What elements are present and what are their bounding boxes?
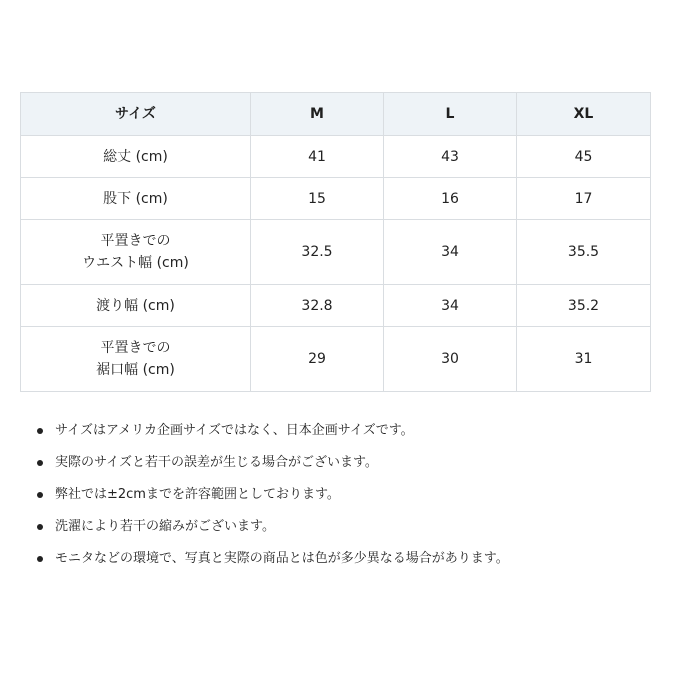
table-row-hem-width: [21, 327, 651, 392]
row-label-line: 渡り幅 (cm): [96, 297, 175, 314]
row-label-line: 平置きでの: [100, 340, 171, 356]
list-item: [20, 416, 660, 448]
note-text: 弊社では±2cmまでを許容範囲としております。: [55, 487, 340, 502]
bullet-icon: [37, 460, 43, 466]
cell-l: 30: [384, 327, 517, 392]
bullet-icon: [37, 428, 43, 434]
header-size: サイズ: [21, 93, 251, 136]
list-item: [20, 480, 660, 512]
row-label: [21, 327, 251, 392]
cell-l: 34: [384, 285, 517, 327]
cell-l: 43: [384, 136, 517, 178]
cell-xl: 45: [517, 136, 651, 178]
cell-xl: 17: [517, 178, 651, 220]
table-row-total-length: [21, 136, 651, 178]
cell-xl: 35.2: [517, 285, 651, 327]
header-l: L: [384, 93, 517, 136]
table-header-row: [21, 93, 651, 136]
row-label: [21, 220, 251, 285]
row-label: [21, 178, 251, 220]
cell-xl: 31: [517, 327, 651, 392]
header-xl: XL: [517, 93, 651, 136]
list-item: [20, 512, 660, 544]
note-text: 実際のサイズと若干の誤差が生じる場合がございます。: [55, 455, 378, 470]
table-row-thigh-width: [21, 285, 651, 327]
bullet-icon: [37, 492, 43, 498]
row-label-line: 裾口幅 (cm): [96, 362, 175, 378]
notes-list: [20, 416, 660, 576]
note-text: モニタなどの環境で、写真と実際の商品とは色が多少異なる場合があります。: [55, 551, 509, 566]
list-item: [20, 544, 660, 576]
table-row-inseam: [21, 178, 651, 220]
cell-m: 32.8: [251, 285, 384, 327]
cell-m: 29: [251, 327, 384, 392]
bullet-icon: [37, 556, 43, 562]
size-table: [20, 92, 651, 392]
bullet-icon: [37, 524, 43, 530]
cell-xl: 35.5: [517, 220, 651, 285]
note-text: 洗濯により若干の縮みがございます。: [55, 519, 275, 534]
cell-m: 32.5: [251, 220, 384, 285]
cell-l: 34: [384, 220, 517, 285]
cell-m: 41: [251, 136, 384, 178]
row-label: [21, 285, 251, 327]
cell-l: 16: [384, 178, 517, 220]
header-m: M: [251, 93, 384, 136]
list-item: [20, 448, 660, 480]
row-label: [21, 136, 251, 178]
cell-m: 15: [251, 178, 384, 220]
note-text: サイズはアメリカ企画サイズではなく、日本企画サイズです。: [55, 423, 414, 438]
row-label-line: 股下 (cm): [103, 190, 168, 207]
row-label-line: 総丈 (cm): [103, 148, 168, 165]
row-label-line: 平置きでの: [100, 233, 171, 249]
row-label-line: ウエスト幅 (cm): [82, 255, 189, 271]
table-row-waist-width: [21, 220, 651, 285]
